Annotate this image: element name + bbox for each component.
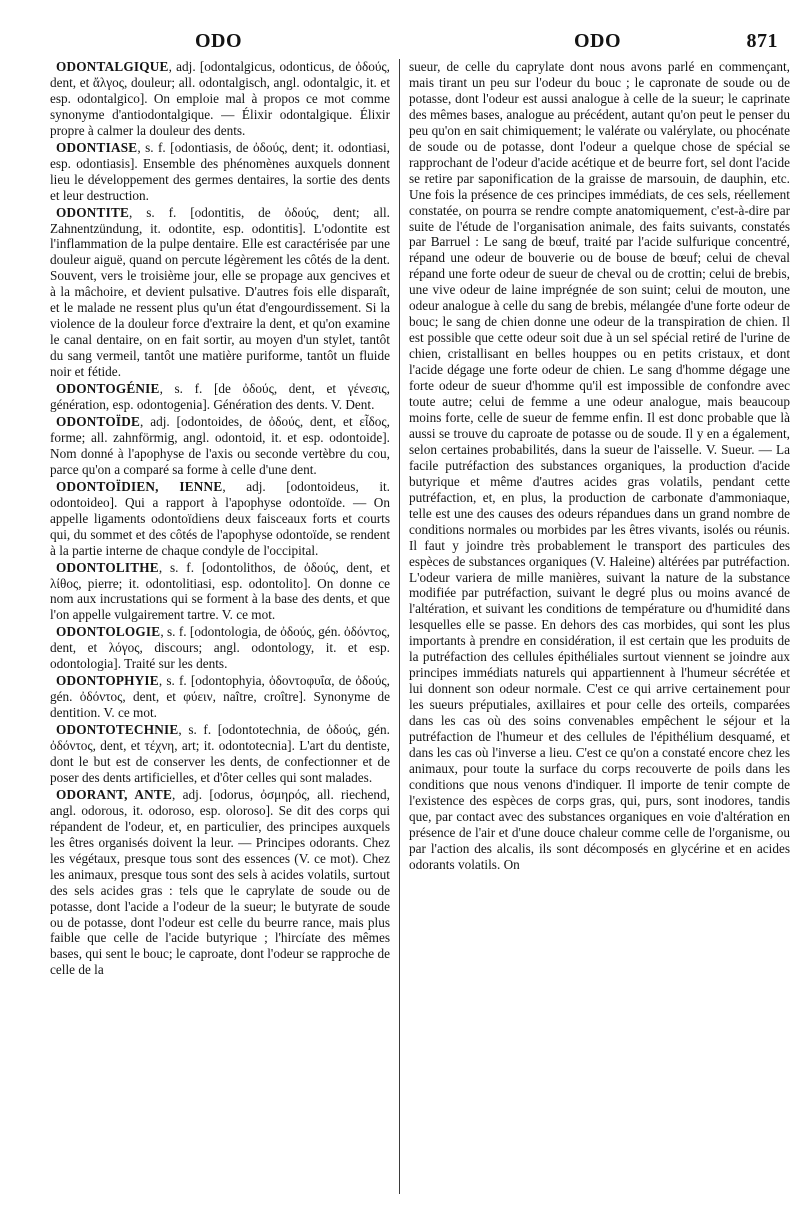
running-head-right: ODO <box>574 30 622 52</box>
left-column <box>50 59 390 1199</box>
dictionary-entry <box>50 722 390 786</box>
dictionary-entry <box>50 624 390 672</box>
dictionary-entry <box>50 787 390 978</box>
dictionary-entry <box>50 414 390 478</box>
entry-headword: ODONTALGIQUE <box>56 59 169 74</box>
running-head-left: ODO <box>195 30 243 52</box>
dictionary-entry <box>50 205 390 380</box>
entry-text: , s. f. [odontotechnia, de ὀδούς, gén. ὀδόντος, dent, et τέχνη, art; it. odontotecnia]. L'art du dentiste, dont le but est de conserver les dents, de confectionner et de poser des dents artificielles, et d'ôter celles qui sont malades. <box>50 722 390 785</box>
entry-text: , s. f. [odontophyia, ὀδοντοφυΐα, de ὀδούς, gén. ὀδόντος, dent, et φύειν, naître, croître]. Synonyme de dentition. V. ce mot. <box>50 673 390 721</box>
right-column <box>409 59 790 1199</box>
entry-headword: ODONTOÏDE <box>56 413 141 429</box>
dictionary-entry <box>50 673 390 721</box>
entry-text: , s. f. [odontitis, de ὀδούς, dent; all. Zahnentzündung, it. odontite, esp. odontitis]. L'odontite est l'inflammation de la pulpe dentaire. Elle est caractérisée par une douleur aiguë, quand on percute légèrement les côtés de la dent. Souvent, vers le troisième jour, elle se propage aux gencives et à la mâchoire, et devient pulsative. D'autres fois elle disparaît, et le malade ne ressent plus qu'un état d'engourdissement. Si la violence de la douleur force d'extraire la dent, et qu'on examine le canal dentaire, on en fait sortir, au moyen d'un stylet, tantôt du sang vermeil, tantôt une matière puriforme, tantôt un fluide noir et fétide. <box>50 204 390 380</box>
entry-headword: ODONTOLITHE <box>56 559 159 575</box>
entry-headword: ODORANT, ANTE <box>56 786 172 802</box>
column-rule <box>399 59 400 1194</box>
entry-headword: ODONTOÏDIEN, IENNE <box>56 478 223 494</box>
entry-text: , s. f. [de ὀδούς, dent, et γένεσις, génération, esp. odontogenia]. Génération des dents. V. Dent. <box>50 381 390 413</box>
entry-headword: ODONTIASE <box>56 139 138 155</box>
entry-text: , adj. [odontoideus, it. odontoideo]. Qui a rapport à l'apophyse odontoïde. — On appelle ligaments odontoïdiens deux faisceaux forts et courts qui, du sommet et des côtés de l'apophyse odontoïde, se rendent à la partie interne de chaque condyle de l'occipital. <box>50 478 390 558</box>
dictionary-entry <box>50 479 390 559</box>
entry-headword: ODONTOGÉNIE <box>56 381 160 397</box>
continued-entry-text: sueur, de celle du caprylate dont nous avons parlé en commençant, mais tirant un peu sur l'odeur du bouc ; le capronate de soude ou de potasse, dont l'odeur est aussi analogue à celle de la sueur; le caprinate des mêmes bases, analogue au précédent, autant qu'on peut le penser du peu qu'on en sait chimiquement; le valérate ou valérylate, ou phocénate de soude ou de potasse, dont l'odeur a quelque chose de spécial se rapprochant de l'odeur d'acide acétique et de beurre fort, sel dont l'acide se retire par saponification de la graisse de marsouin, de dauphin, etc. Une fois la présence de ces principes immédiats, de ces sels, réellement constatée, on pourra se rendre compte anatomiquement, c'est-à-dire par suite de l'étude de l'organisation animale, des faits suivants, constatés par Barruel : Le sang de bœuf, traité par l'acide sulfurique concentré, répand une odeur de bouverie ou de bouse de bœuf; celui de cheval répand une forte odeur de sueur de cheval ou de crottin; celui de brebis, une vive odeur de laine imprégnée de son suint; celui de mouton, une odeur analogue à celle du sang de brebis, mélangée d'une forte odeur de bouc; le sang de chien donne une odeur de la transpiration de chien. Il est possible que cette odeur soit due à un sel spécial retiré de l'urine de chien, cristallisant en belles houppes ou en petits cristaux, et dont l'acide dégage une forte odeur de chien. Le sang d'homme dégage une forte odeur de sueur d'homme qu'il est impossible de confondre avec toute autre; celui de femme a une odeur analogue, mais beaucoup moins forte, celle de sueur de femme enfin. Il est donc probable que là aussi se trouve du caproate de potasse ou de soude. Il y en a également, selon certaines probabilités, dans la sueur de l'aisselle. V. Sueur. — La facile putréfaction des substances organiques, la production d'acide butyrique et même d'autres acides gras volatils, pendant cette putréfaction, et, en plus, la production de carbonate d'ammoniaque, telle est une des causes des odeurs répandues dans un grand nombre de conditions normales ou morbides par les êtres vivants, isolés ou réunis. Il faut y joindre très probablement le transport des particules des espèces de substances organiques (V. Haleine) altérées par putréfaction. L'odeur variera de mille manières, suivant la nature de la substance modifiée par putréfaction, suivant le degré plus ou moins avancé de l'altération, et suivant les conditions de température ou d'humidité dans lesquelles elle se passe. En dehors des cas morbides, qui sont les plus importants à prendre en considération, il est certain que les produits de la putréfaction des cellules épithéliales surtout viennent se joindre aux principes immédiats naturels qui appartiennent à l'humeur sécrétée et lui donnent son odeur normale. C'est ce qui arrive certainement pour les sueurs préputiales, axillaires et pour celle des orteils, comparées dans les cas où des soins convenables empêchent le séjour et la putréfaction de l'humeur et des cellules de l'épithélium desquamé, et dans les cas où l'inverse a lieu. C'est ce qu'on a constaté encore chez les animaux, pour toute la surface du corps recouverte de poils dans les conditions que nous venons d'indiquer. Il importe de tenir compte de l'existence des espèces de corps gras, qui, purs, sont inodores, tandis que, par contact avec des substances organiques en voie d'altération en présence de l'air et d'une douce chaleur comme celle de l'organisme, ou par l'action des alcalis, ils sont décomposés en glycérine et en acides odorants volatils. On <box>409 59 790 872</box>
entry-text: , s. f. [odontolithos, de ὀδούς, dent, et λίθος, pierre; it. odontolitiasi, esp. odontolito]. On donne ce nom aux incrustations qui se forment à la base des dents, et que l'on appelle vulgairement tartre. V. ce mot. <box>50 559 390 623</box>
entry-text: , adj. [odorus, ὀσμηρός, all. riechend, angl. odorous, it. odoroso, esp. oloroso]. Se dit des corps qui répandent de l'odeur, et, en particulier, des principes auxquels les êtres organisés doivent la leur. — Principes odorants. Chez les végétaux, presque tous sont des essences (V. ce mot). Chez les animaux, presque tous sont des sels à acides volatils, surtout des sels acides gras : tels que le caprylate de soude ou de potasse, dont l'acide a l'odeur de la sueur; le butyrate de soude ou de potasse, dont l'odeur est celle du beurre rance, mais plus faible que celle de l'acide butyrique ; l'hircíate des mêmes bases, qui sent le bouc; le caproate, dont l'odeur se rapproche de celle de la <box>50 786 390 978</box>
dictionary-entry <box>50 59 390 139</box>
dictionary-entry <box>50 140 390 204</box>
entry-headword: ODONTOLOGIE <box>56 624 161 640</box>
entry-text: , adj. [odontoides, de ὀδούς, dent, et εἶδος, forme; all. zahnförmig, angl. odontoid, it. et esp. odontoide]. Nom donné à l'apophyse de l'axis ou seconde vertèbre du cou, parce qu'on a comparé sa forme à celle d'une dent. <box>50 413 390 477</box>
page-number: 871 <box>746 30 778 52</box>
dictionary-entry <box>50 381 390 413</box>
entry-text: , s. f. [odontiasis, de ὀδούς, dent; it. odontiasi, esp. odontiasis]. Ensemble des phénomènes auxquels donnent lieu le développement des germes dentaires, la sortie des dents et leur destruction. <box>50 139 390 203</box>
entry-text: , s. f. [odontologia, de ὀδούς, gén. ὀδόντος, dent, et λόγος, discours; angl. odontology, it. et esp. odontologia]. Traité sur les dents. <box>50 624 390 672</box>
dictionary-entry <box>50 560 390 624</box>
entry-text: , adj. [odontalgicus, odonticus, de ὀδούς, dent, et ἄλγος, douleur; all. odontalgisch, angl. odontalgic, it. et esp. odontalgico]. On emploie mal à propos ce mot comme synonyme d'antiodontalgique. — Élixir odontalgique. Élixir propre à calmer la douleur des dents. <box>50 59 390 138</box>
entry-headword: ODONTOTECHNIE <box>56 722 179 738</box>
entry-headword: ODONTOPHYIE <box>56 673 159 689</box>
entry-headword: ODONTITE <box>56 204 130 220</box>
